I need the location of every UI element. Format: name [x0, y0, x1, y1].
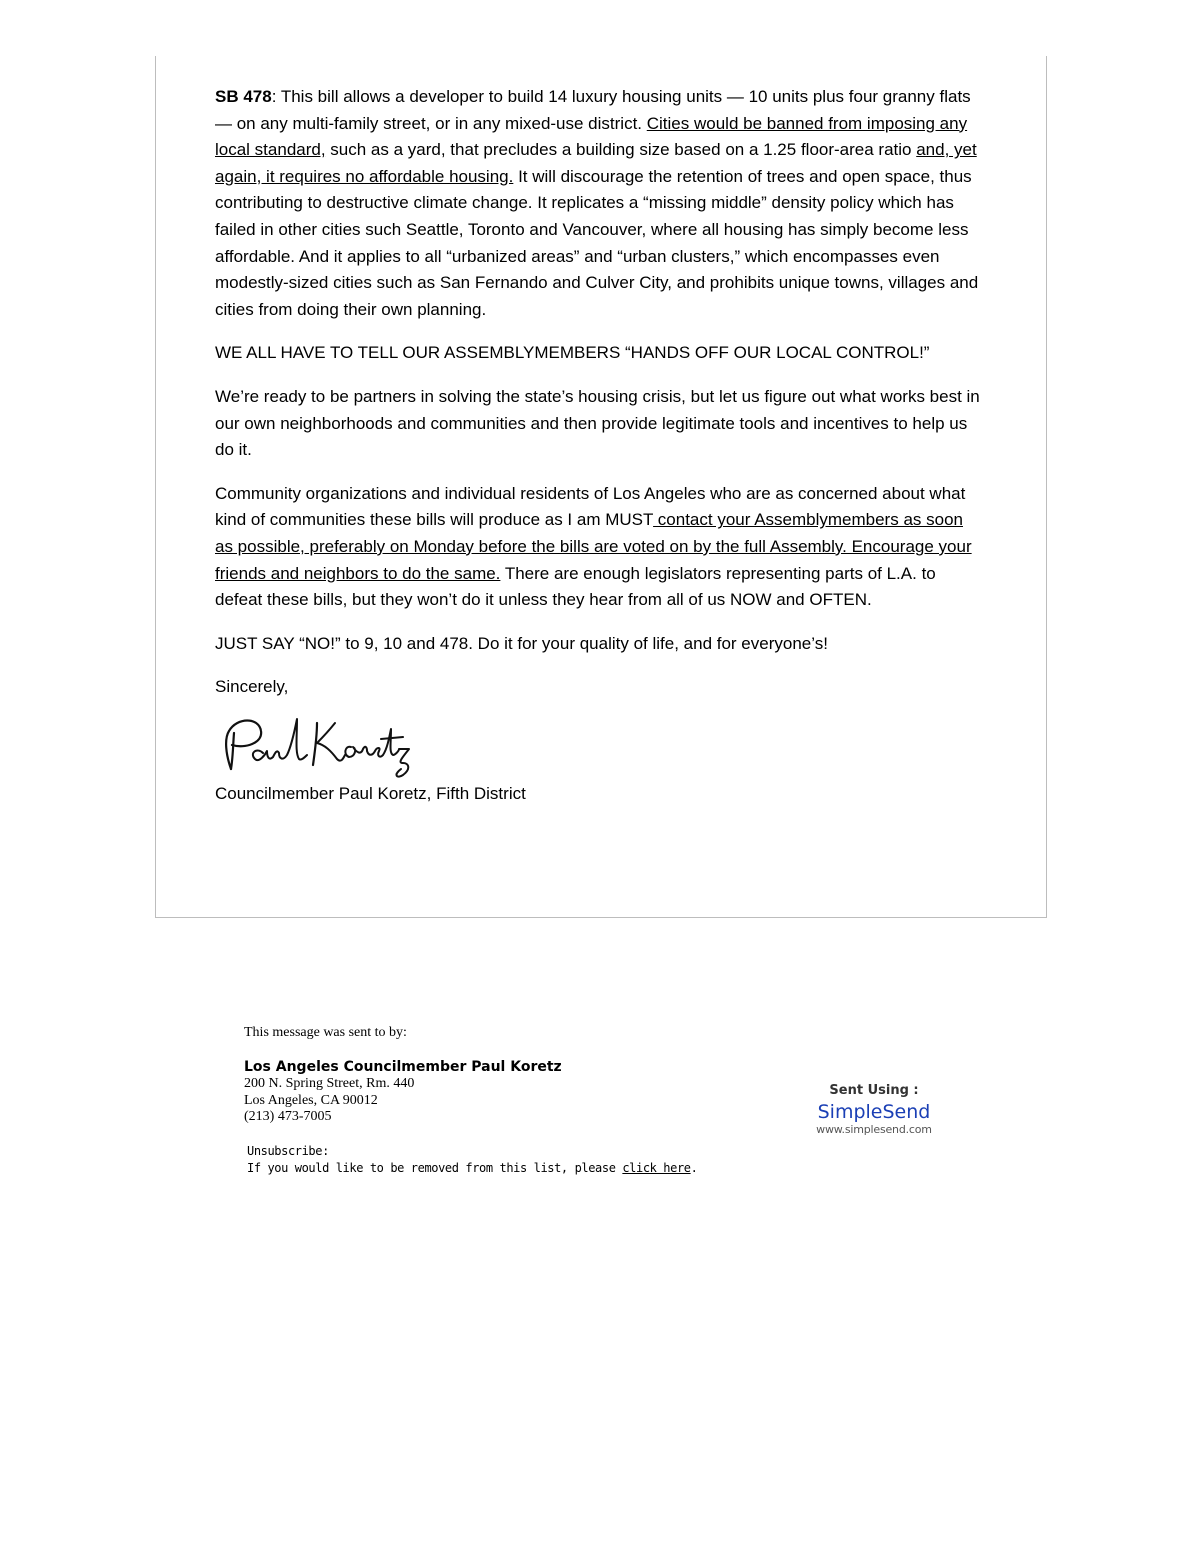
- org-name: Los Angeles Councilmember Paul Koretz: [244, 1059, 562, 1075]
- sb478-text-1: : This bill allows a developer to build 14 luxury housing units — 10 units plus four granny flats — on any multi-family street, or in any mixed-use district.: [215, 87, 971, 133]
- sb478-text-3: It will discourage the retention of trees and open space, thus contributing to destructive climate change. It replicates a “missing middle” density policy which has failed in other cities such Seattle, Toronto and Vancouver, where all housing has simply become less affordable. And it applies to all “urbanized areas” and “urban clusters,” which encompasses even modestly-sized cities such as San Fernando and Culver City, and prohibits unique towns, villages and cities from doing their own planning.: [215, 166, 979, 319]
- community-text-1: Community organizations and individual residents of Los Angeles who are as concerned about what kind of communities these bills will produce as I am MUST: [215, 483, 966, 530]
- partners-paragraph: We’re ready to be partners in solving the state’s housing crisis, but let us figure out what works best in our own neighborhoods and communities and then provide legitimate tools and incentives to help us do it.: [215, 386, 980, 460]
- sb478-label: SB 478: [215, 87, 272, 106]
- letter-container: [155, 56, 1047, 918]
- unsubscribe-link[interactable]: click here: [622, 1160, 691, 1175]
- unsubscribe-line: [247, 1160, 964, 1177]
- simplesend-badge[interactable]: [808, 1082, 940, 1136]
- sb478-underline-1: Cities would be banned from imposing any local standard,: [215, 113, 968, 160]
- simplesend-logo[interactable]: SimpleSend: [817, 1101, 931, 1123]
- community-underline: contact your Assemblymembers as soon as possible, preferably on Monday before the bills are voted on by the full Assembly. Encourage your friends and neighbors to do the same.: [215, 510, 972, 583]
- rally-paragraph: WE ALL HAVE TO TELL OUR ASSEMBLYMEMBERS “HANDS OFF OUR LOCAL CONTROL!”: [215, 343, 930, 363]
- unsubscribe-text: If you would like to be removed from this list, please: [247, 1160, 623, 1175]
- sent-using-label: Sent Using :: [829, 1083, 919, 1098]
- just-say-paragraph: JUST SAY “NO!” to 9, 10 and 478. Do it for your quality of life, and for everyone’s!: [215, 633, 828, 653]
- sb478-text-2: such as a yard, that precludes a building size based on a 1.25 floor-area ratio: [325, 140, 917, 160]
- unsubscribe-title: Unsubscribe:: [247, 1143, 329, 1158]
- signoff: Councilmember Paul Koretz, Fifth District: [215, 783, 526, 803]
- address-line-2: Los Angeles, CA 90012: [244, 1092, 378, 1108]
- unsubscribe-block: [247, 1143, 964, 1177]
- signature-image: [217, 709, 427, 779]
- letter-body: [215, 84, 985, 824]
- address-line-1: 200 N. Spring Street, Rm. 440: [244, 1076, 415, 1091]
- community-paragraph: [215, 481, 985, 614]
- sb478-paragraph: [215, 84, 985, 323]
- community-text-2: There are enough legislators representing parts of L.A. to defeat these bills, but they won’t do it unless they hear from all of us NOW and OFTEN.: [215, 563, 936, 610]
- unsubscribe-end: .: [690, 1160, 698, 1175]
- sent-to-line: This message was sent to by:: [244, 1025, 407, 1040]
- simplesend-url[interactable]: www.simplesend.com: [816, 1123, 932, 1136]
- address-line-3: (213) 473-7005: [244, 1109, 332, 1125]
- sb478-underline-2: and, yet again, it requires no affordable housing.: [215, 140, 977, 186]
- closing: Sincerely,: [215, 677, 289, 697]
